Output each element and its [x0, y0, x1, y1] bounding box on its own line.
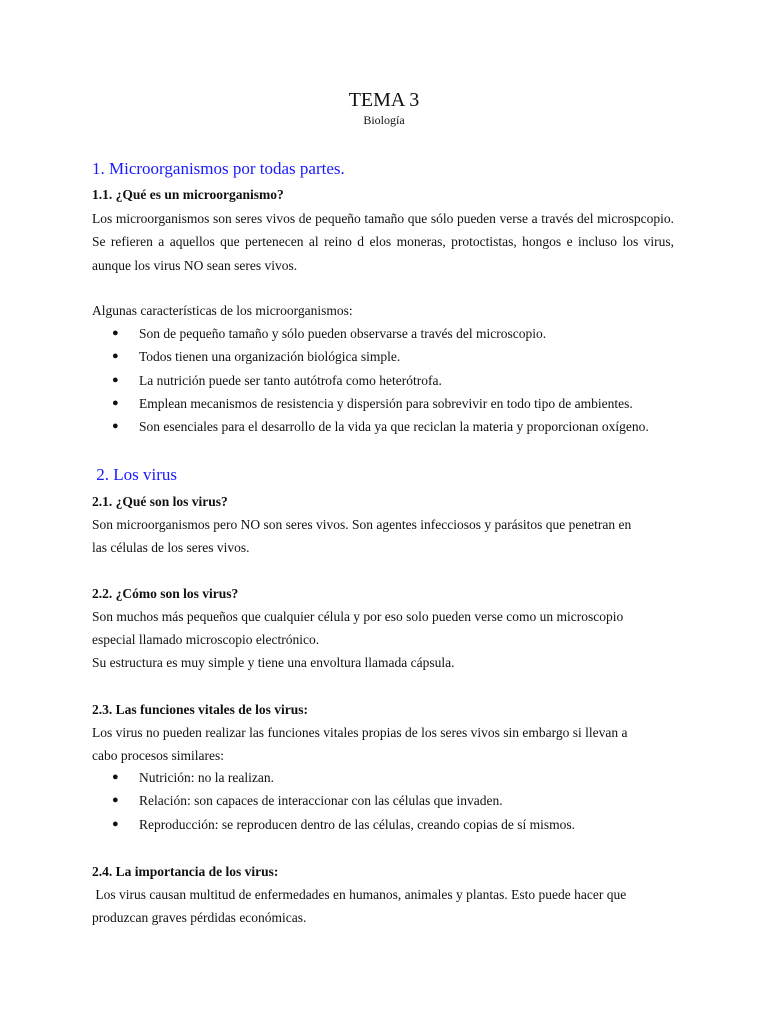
- characteristics-list: [112, 322, 649, 438]
- bullet-icon: ●: [112, 794, 119, 807]
- list-item: ● Emplean mecanismos de resistencia y dispersión para sobrevivir en todo tipo de ambientes.: [112, 392, 649, 415]
- section-2-4-line-1: Los virus causan multitud de enfermedades en humanos, animales y plantas. Esto puede hacer que: [92, 887, 627, 902]
- list-item: ● Nutrición: no la realizan.: [112, 766, 575, 789]
- list-item: ● Todos tienen una organización biológica simple.: [112, 345, 649, 368]
- section-2-1-line-1: Son microorganismos pero NO son seres vivos. Son agentes infecciosos y parásitos que penetran en: [92, 517, 632, 532]
- vital-functions-list: [112, 766, 575, 836]
- section-2-1-line-2: las células de los seres vivos.: [92, 540, 250, 555]
- bullet-icon: ●: [112, 420, 119, 433]
- section-2-3-line-2: cabo procesos similares:: [92, 748, 224, 763]
- list-item: ● La nutrición puede ser tanto autótrofa como heterótrofa.: [112, 369, 649, 392]
- section-2-4-line-2: produzcan graves pérdidas económicas.: [92, 910, 307, 925]
- list-item: ● Relación: son capaces de interaccionar con las células que invaden.: [112, 789, 575, 812]
- section-1-1-heading: 1.1. ¿Qué es un microorganismo?: [92, 187, 284, 202]
- bullet-icon: ●: [112, 771, 119, 783]
- section-2-1-heading: 2.1. ¿Qué son los virus?: [92, 494, 228, 509]
- section-2-2-line-1: Son muchos más pequeños que cualquier célula y por eso solo pueden verse como un microscopio: [92, 609, 624, 624]
- section-2-2-line-2: especial llamado microscopio electrónico.: [92, 632, 320, 647]
- section-2-heading: 2. Los virus: [92, 465, 177, 484]
- section-1-1-paragraph: Los microorganismos son seres vivos de pequeño tamaño que sólo pueden verse a través del microspcopio. Se refieren a aquellos que pertenecen al reino d elos moneras, protoctistas, hongos e incluso los virus, aunque los virus NO sean seres vivos.: [92, 211, 674, 273]
- bullet-icon: ●: [112, 327, 119, 339]
- list-item: ● Son de pequeño tamaño y sólo pueden observarse a través del microscopio.: [112, 322, 649, 345]
- section-2-2-heading: 2.2. ¿Cómo son los virus?: [92, 586, 239, 601]
- bullet-icon: ●: [112, 396, 119, 409]
- section-2-3-heading: 2.3. Las funciones vitales de los virus:: [92, 702, 309, 717]
- page-subtitle: Biología: [363, 113, 405, 127]
- section-2-3-line-1: Los virus no pueden realizar las funciones vitales propias de los seres vivos sin embargo si llevan a: [92, 725, 628, 740]
- bullet-icon: ●: [112, 373, 119, 386]
- page-title: TEMA 3: [348, 89, 420, 111]
- list-item: ● Reproducción: se reproducen dentro de las células, creando copias de sí mismos.: [112, 813, 575, 836]
- section-1-heading: 1. Microorganismos por todas partes.: [92, 159, 345, 178]
- bullet-icon: ●: [112, 350, 119, 363]
- bullet-icon: ●: [112, 817, 119, 830]
- list-item: ● Son esenciales para el desarrollo de la vida ya que reciclan la materia y proporcionan oxígeno.: [112, 415, 649, 438]
- characteristics-intro: Algunas características de los microorganismos:: [92, 303, 353, 318]
- section-2-2-line-3: Su estructura es muy simple y tiene una envoltura llamada cápsula.: [92, 655, 455, 670]
- section-2-4-heading: 2.4. La importancia de los virus:: [92, 864, 279, 879]
